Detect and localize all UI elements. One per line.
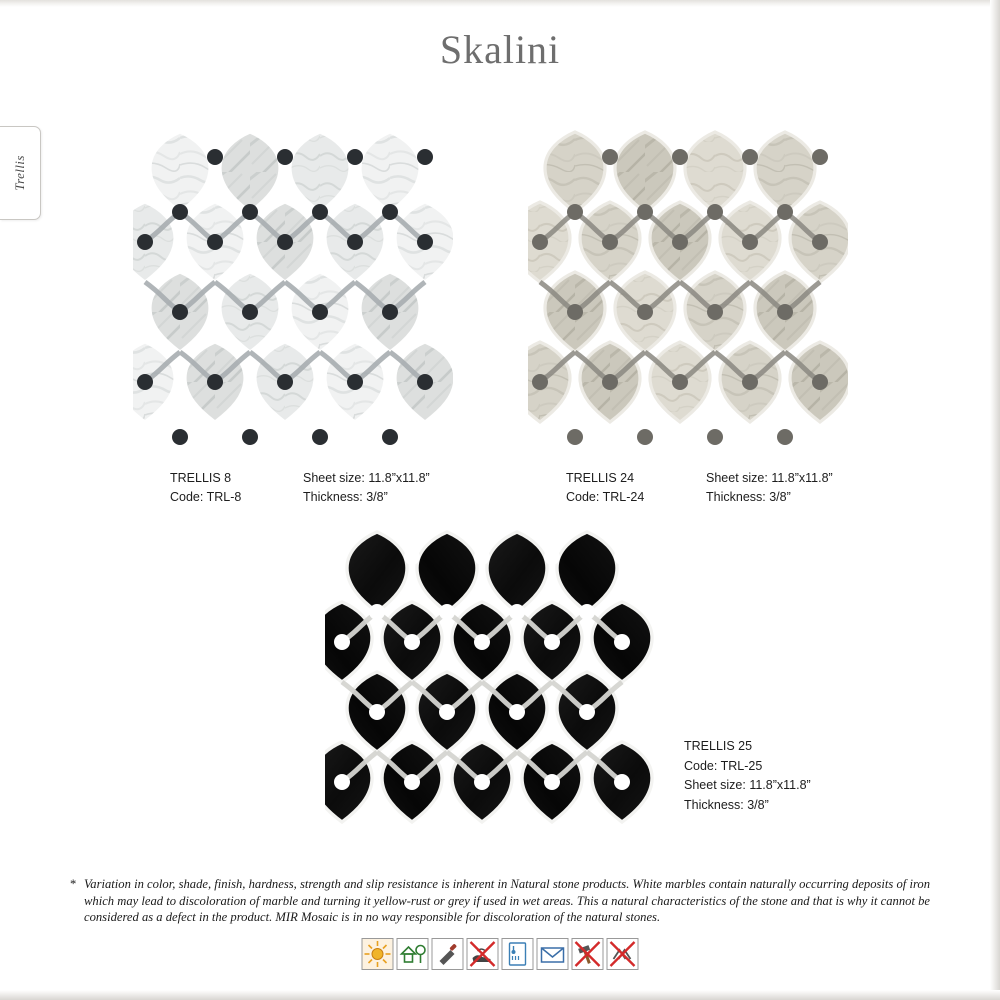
product-code-trellis-8: Code: TRL-8 xyxy=(170,490,242,504)
envelope-icon xyxy=(537,938,569,970)
side-tab-label: Trellis xyxy=(12,155,27,191)
product-code-trellis-24: Code: TRL-24 xyxy=(566,490,645,504)
caption-trellis-25 xyxy=(684,737,811,815)
product-name-trellis-8: TRELLIS 8 xyxy=(170,471,232,485)
product-name-trellis-24: TRELLIS 24 xyxy=(566,471,635,485)
product-image-trellis-24 xyxy=(528,117,848,447)
product-sheet-size-trellis-24: Sheet size: 11.8”x11.8” xyxy=(706,471,833,485)
page-top-edge xyxy=(0,0,1000,7)
product-name-trellis-25: TRELLIS 25 xyxy=(684,739,753,753)
caption-trellis-24-left xyxy=(566,469,644,507)
caption-trellis-8-right xyxy=(303,469,430,507)
side-tab-trellis[interactable] xyxy=(0,126,41,220)
brand-title xyxy=(0,26,1000,73)
product-code-trellis-25: Code: TRL-25 xyxy=(684,758,763,773)
product-sheet-size-trellis-25: Sheet size: 11.8”x11.8” xyxy=(684,778,811,792)
shower-icon xyxy=(502,938,534,970)
no-shoes-icon xyxy=(467,938,499,970)
product-thickness-trellis-24: Thickness: 3/8” xyxy=(706,490,791,504)
page-bottom-edge xyxy=(0,990,1000,1000)
pictogram-strip xyxy=(362,938,639,970)
caption-trellis-8-left xyxy=(170,469,241,507)
sun-icon xyxy=(362,938,394,970)
product-thickness-trellis-8: Thickness: 3/8” xyxy=(303,490,388,504)
disclaimer-star: * xyxy=(70,877,77,891)
no-chevron-icon xyxy=(607,938,639,970)
disclaimer-note xyxy=(70,876,930,926)
product-image-trellis-8 xyxy=(133,117,453,447)
disclaimer-text: Variation in color, shade, finish, hardness, strength and slip resistance is inherent in Natural stone products. White marbles contain naturally occurring deposits of iron which may lead to discoloration of marble and turning it yellow-rust or grey if used in wet areas. This a natural characteristics of the stone and that is why it cannot be considered as a defect in the product. MIR Mosaic is in no way responsible for discoloration of the natural stones. xyxy=(84,877,930,924)
house-and-tree-icon xyxy=(397,938,429,970)
brand-name: Skalini xyxy=(439,27,561,72)
page-right-edge xyxy=(990,0,1000,1000)
product-sheet-size-trellis-8: Sheet size: 11.8”x11.8” xyxy=(303,471,430,485)
product-thickness-trellis-25: Thickness: 3/8” xyxy=(684,797,769,812)
trowel-icon xyxy=(432,938,464,970)
no-hammer-icon xyxy=(572,938,604,970)
caption-trellis-24-right xyxy=(706,469,833,507)
product-image-trellis-25 xyxy=(325,524,675,844)
